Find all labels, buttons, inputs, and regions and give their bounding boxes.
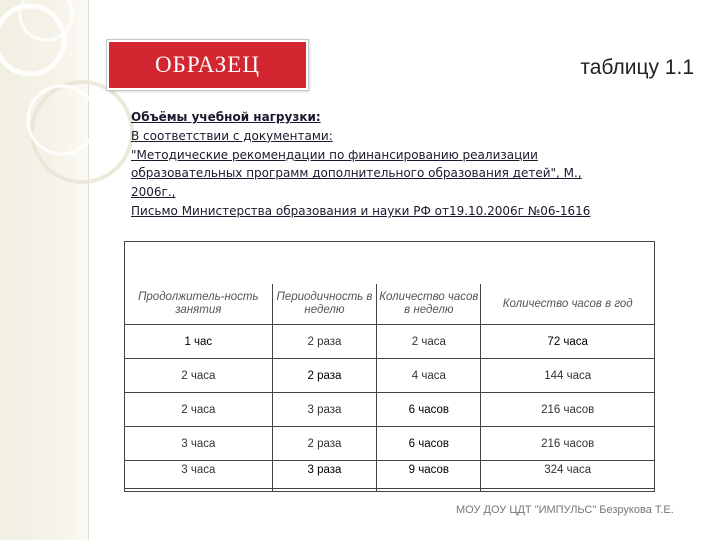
sample-stamp [107,40,308,90]
table-header-row [125,284,655,325]
header-frequency: Периодичность в неделю [272,284,377,325]
table-cell: 216 часов [481,393,655,427]
text-line: В соответствии с документами: [131,128,333,143]
table-row [125,359,655,393]
text-line: "Методические рекомендации по финансированию реализации [131,147,538,162]
header-hours-per-year: Количество часов в год [481,284,655,325]
table-cell: 2 раза [272,325,377,359]
table-cell: 1 час [125,325,273,359]
workload-heading: Объёмы учебной нагрузки: [131,110,321,124]
table-cell: 72 часа [481,325,655,359]
table-cell: 3 часа [125,427,273,461]
table-row [125,461,655,492]
table-cell: 3 раза [272,461,377,492]
table-cell: 2 раза [272,427,377,461]
sample-stamp-text: ОБРАЗЕЦ [155,52,260,77]
table-cell: 2 часа [377,325,481,359]
text-line: 2006г., [131,185,176,200]
table-cell: 144 часа [481,359,655,393]
table-row [125,393,655,427]
table-cell: 9 часов [377,461,481,492]
table-row [125,427,655,461]
text-line: образовательных программ дополнительного образования детей", М., [131,166,582,181]
table-cell: 2 часа [125,359,273,393]
hours-table [124,284,655,492]
table-cell: 6 часов [377,393,481,427]
header-hours-per-week: Количество часов в неделю [377,284,481,325]
table-cell: 324 часа [481,461,655,492]
slide-title: таблицу 1.1 [580,56,694,79]
header-duration: Продолжитель-ность занятия [125,284,273,325]
footer-credit: МОУ ДОУ ЦДТ "ИМПУЛЬС" Безрукова Т.Е. [456,504,674,516]
description-text [131,108,651,221]
table-cell: 216 часов [481,427,655,461]
table-cell: 2 раза [272,359,377,393]
table-row [125,325,655,359]
table-cell: 6 часов [377,427,481,461]
table-cell: 3 раза [272,393,377,427]
text-line: Письмо Министерства образования и науки РФ от19.10.2006г №06-1616 [131,203,591,218]
table-cell: 3 часа [125,461,273,492]
table-cell: 4 часа [377,359,481,393]
table-cell: 2 часа [125,393,273,427]
